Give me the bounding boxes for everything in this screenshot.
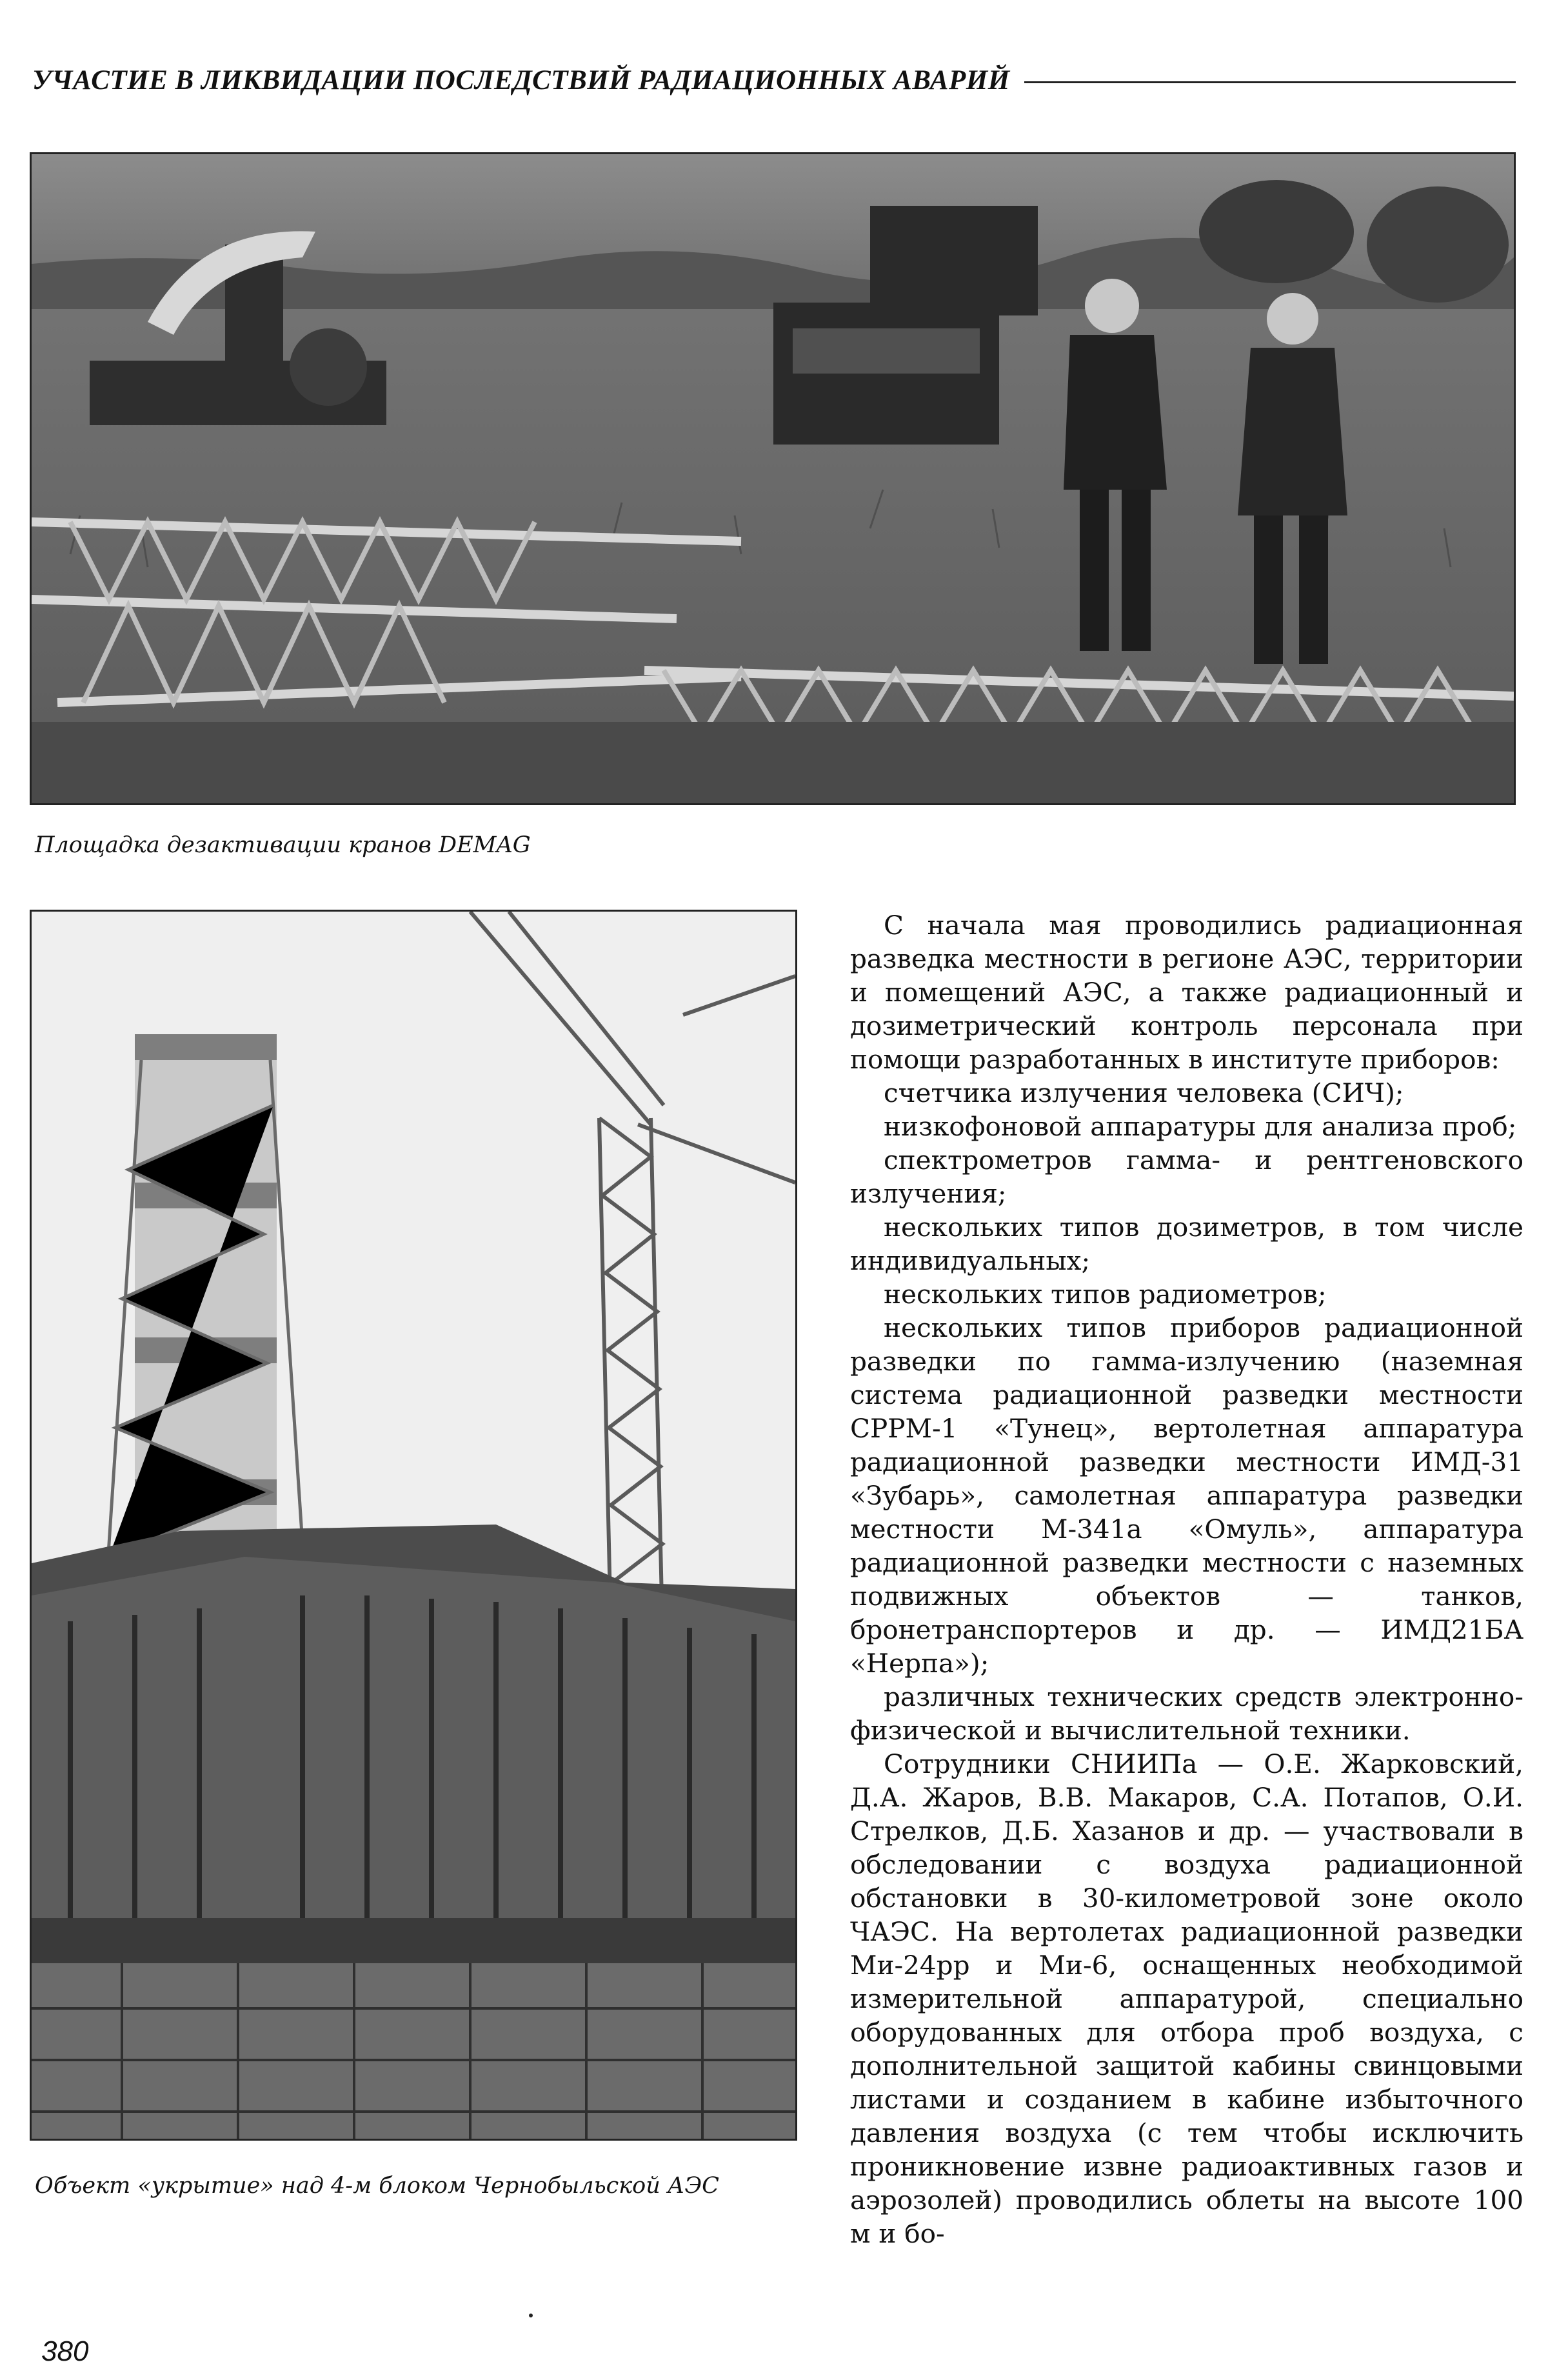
body-paragraph: нескольких типов приборов радиационной разведки по гамма-излучению (наземная система радиационной разведки местности СРРМ-1 «Тунец», вертолетная аппаратура радиационной разведки местности ИМД-31 «Зубарь», самолетная аппаратура разведки местности М-341а «Омуль», аппаратура радиационной разведки местности с наземных подвижных объектов — танков, бронетранспортеров и др. — ИМД21БА «Нерпа»);: [850, 1312, 1523, 1679]
photo-shelter-object: [30, 910, 797, 2141]
body-paragraph: низкофоновой аппаратуры для анализа проб;: [884, 1111, 1517, 1142]
print-speck: [529, 2314, 533, 2317]
header-rule: [1024, 81, 1516, 83]
page-number: 380: [41, 2335, 89, 2367]
body-paragraph: нескольких типов дозиметров, в том числе индивидуальных;: [850, 1212, 1523, 1276]
body-paragraph: С начала мая проводились радиационная разведка местности в регионе АЭС, территории и помещений АЭС, а также радиационный и дозиметрический контроль персонала при помощи разработанных в институте приборов:: [850, 910, 1523, 1075]
photo-shelter-object-image: [32, 912, 795, 2139]
body-paragraph: Сотрудники СНИИПа — О.Е. Жарковский, Д.А. Жаров, В.В. Макаров, С.А. Потапов, О.И. Стрелков, Д.Б. Хазанов и др. — участвовали в обследовании с воздуха радиационной обстановки в 30-километровой зоне около ЧАЭС. На вертолетах радиационной разведки Ми-24рр и Ми-6, оснащенных необходимой измерительной аппаратурой, специально оборудованных для отбора проб воздуха, с дополнительной защитой кабины свинцовыми листами и созданием в кабине избыточного давления воздуха (с тем чтобы исключить проникновение извне радиоактивных газов и аэрозолей) проводились облеты на высоте 100 м и бо-: [850, 1748, 1523, 2249]
body-paragraph: спектрометров гамма- и рентгеновского излучения;: [850, 1145, 1523, 1209]
figure-caption-2: Объект «укрытие» над 4-м блоком Чернобыльской АЭС: [35, 2173, 719, 2199]
photo-crane-site-image: [32, 154, 1514, 803]
body-paragraph: нескольких типов радиометров;: [884, 1279, 1327, 1310]
body-paragraph: различных технических средств электронно-физической и вычислительной техники.: [850, 1681, 1523, 1746]
body-text-column: [850, 908, 1523, 2250]
figure-caption-1: Площадка дезактивации кранов DEMAG: [35, 832, 531, 858]
photo-crane-site: [30, 152, 1516, 805]
running-header: [32, 62, 1516, 98]
header-title: УЧАСТИЕ В ЛИКВИДАЦИИ ПОСЛЕДСТВИЙ РАДИАЦИОННЫХ АВАРИЙ: [32, 65, 1010, 95]
body-paragraph: счетчика излучения человека (СИЧ);: [884, 1077, 1404, 1108]
